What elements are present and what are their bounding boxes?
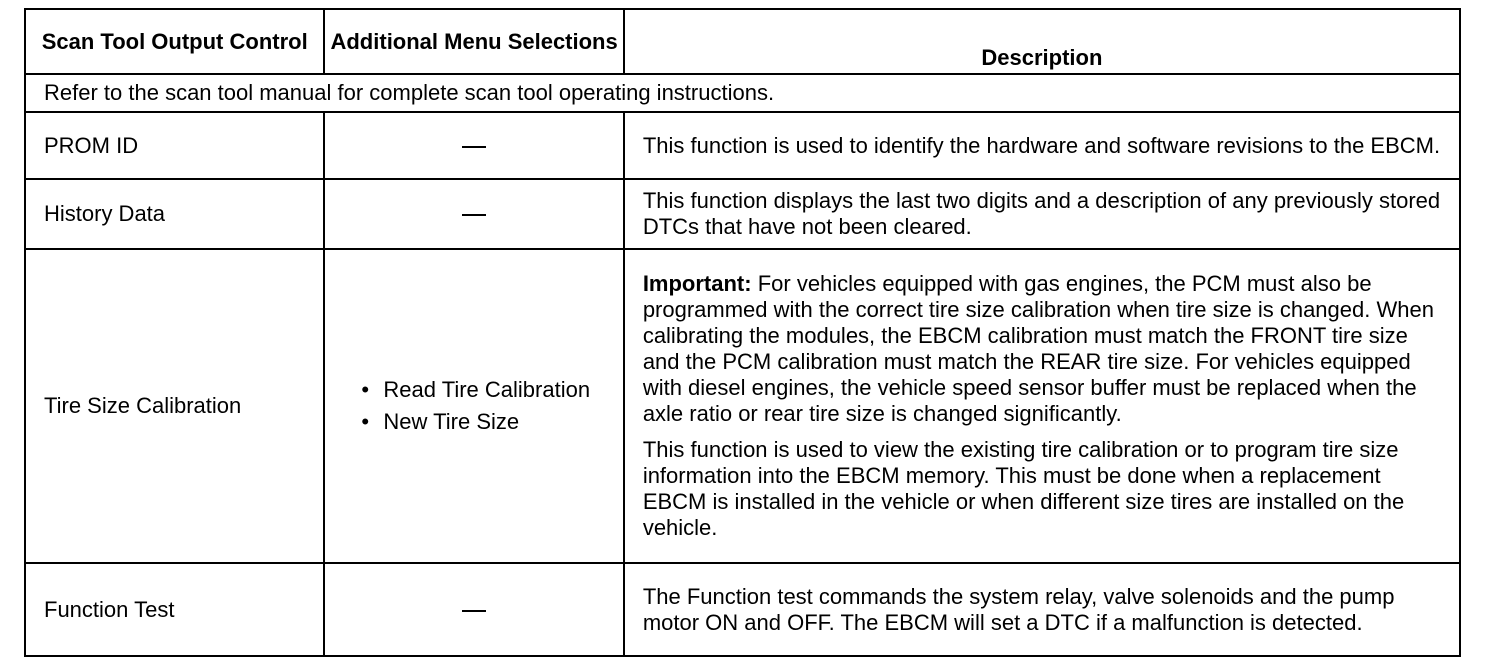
description-paragraph: This function is used to view the existing tire calibration or to program tire size information into the EBCM memory. This must be done when a replacement EBCM is installed in the vehicle or when different size tires are installed on the vehicle. (642, 437, 1405, 540)
header-additional-menu-selections (324, 9, 623, 74)
menu-item-label: New Tire Size (383, 409, 520, 434)
description-cell: The Function test commands the system relay, valve solenoids and the pump motor ON and OFF. The EBCM will set a DTC if a malfunction is detected. (624, 563, 1460, 656)
table-row (25, 179, 1460, 249)
menu-item-new-tire-size (359, 409, 622, 435)
table-row (25, 112, 1460, 179)
menu-selection-list (359, 377, 622, 435)
dash-mark (462, 146, 486, 148)
header-description (624, 9, 1460, 74)
table-row (25, 563, 1460, 656)
menu-cell-tire-options (324, 249, 623, 563)
header-col3-text: Description (981, 45, 1103, 70)
dash-mark (462, 214, 486, 216)
tool-cell-function-test: Function Test (25, 563, 324, 656)
description-cell: This function displays the last two digits and a description of any previously stored DTCs that have not been cleared. (624, 179, 1460, 249)
tool-cell-tire-size-calibration: Tire Size Calibration (25, 249, 324, 563)
description-cell: This function is used to identify the hardware and software revisions to the EBCM. (624, 112, 1460, 179)
important-text: For vehicles equipped with gas engines, the PCM must also be programmed with the correct tire size calibration when tire size is changed. When calibrating the modules, the EBCM calibration must match the FRONT tire size and the PCM calibration must match the REAR tire size. For vehicles equipped with diesel engines, the vehicle speed sensor buffer must be replaced when the axle ratio or rear tire size is changed significantly. (642, 271, 1434, 426)
important-paragraph (643, 271, 1445, 427)
tool-cell-history-data: History Data (25, 179, 324, 249)
menu-item-read-tire-calibration (359, 377, 622, 403)
tool-cell-prom-id: PROM ID (25, 112, 324, 179)
bullet-icon: • (361, 409, 370, 434)
note-text: Refer to the scan tool manual for complete scan tool operating instructions. (25, 74, 1460, 112)
note-row (25, 74, 1460, 112)
bullet-icon: • (361, 377, 370, 402)
header-col1-text: Scan Tool Output Control (41, 29, 308, 54)
header-col2-text: Additional Menu Selections (330, 29, 618, 54)
menu-item-label: Read Tire Calibration (383, 377, 591, 402)
menu-cell-none (324, 179, 623, 249)
scan-tool-output-control-table (24, 8, 1461, 657)
menu-cell-none (324, 112, 623, 179)
important-label: Important: (642, 271, 752, 296)
dash-mark (462, 610, 486, 612)
header-scan-tool-output-control (25, 9, 324, 74)
table-row (25, 249, 1460, 563)
table-header-row (25, 9, 1460, 74)
menu-cell-none (324, 563, 623, 656)
description-cell (624, 249, 1460, 563)
